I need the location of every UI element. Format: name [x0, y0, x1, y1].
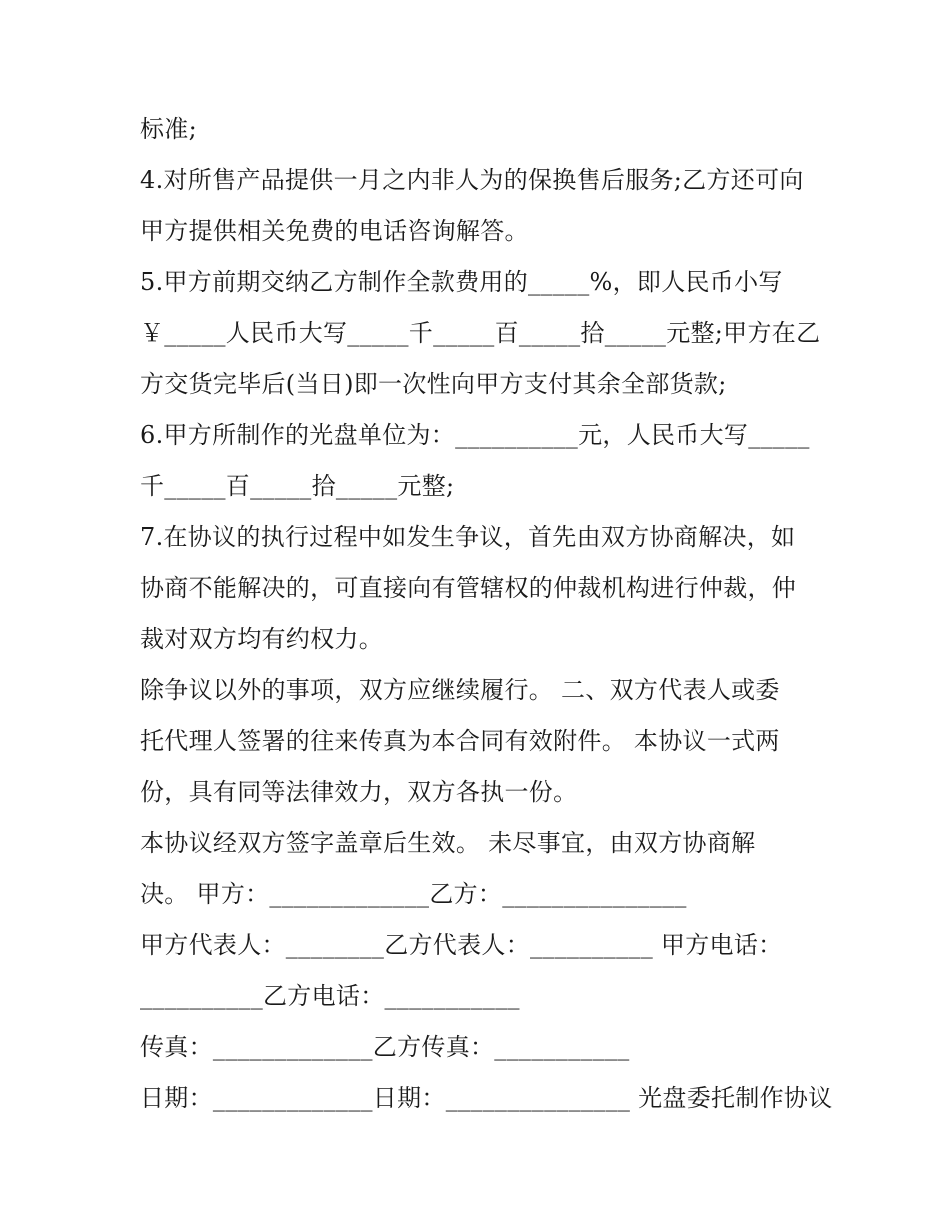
text-line: 日期：_____________日期：_______________ 光盘委托制作协议	[140, 1084, 833, 1112]
document-body	[140, 104, 833, 1124]
text-line: 6.甲方所制作的光盘单位为：__________元，人民币大写_____	[140, 421, 810, 449]
text-line: 协商不能解决的，可直接向有管辖权的仲裁机构进行仲裁，仲	[140, 574, 797, 602]
text-line: 甲方代表人：________乙方代表人：__________ 甲方电话：	[140, 931, 783, 959]
text-line: 份，具有同等法律效力，双方各执一份。	[140, 778, 578, 806]
text-line: 传真：_____________乙方传真：___________	[140, 1033, 630, 1061]
text-line: 本协议经双方签字盖章后生效。 未尽事宜，由双方协商解	[140, 829, 756, 857]
text-line: __________乙方电话：___________	[140, 982, 520, 1010]
text-line: 托代理人签署的往来传真为本合同有效附件。 本协议一式两	[140, 727, 780, 755]
text-line: 方交货完毕后(当日)即一次性向甲方支付其余全部货款;	[140, 370, 727, 398]
text-line: 标准;	[140, 115, 197, 143]
text-line: 裁对双方均有约权力。	[140, 625, 383, 653]
text-line: 决。 甲方：_____________乙方：_______________	[140, 880, 687, 908]
text-line: 7.在协议的执行过程中如发生争议，首先由双方协商解决，如	[140, 523, 796, 551]
text-line: 甲方提供相关免费的电话咨询解答。	[140, 217, 529, 245]
text-line: ￥_____人民币大写_____千_____百_____拾_____元整;甲方在乙	[140, 319, 821, 347]
text-line: 4.对所售产品提供一月之内非人为的保换售后服务;乙方还可向	[140, 166, 804, 194]
text-line: 5.甲方前期交纳乙方制作全款费用的_____%，即人民币小写	[140, 268, 783, 296]
text-line: 除争议以外的事项，双方应继续履行。 二、双方代表人或委	[140, 676, 780, 704]
text-line: 千_____百_____拾_____元整;	[140, 472, 455, 500]
